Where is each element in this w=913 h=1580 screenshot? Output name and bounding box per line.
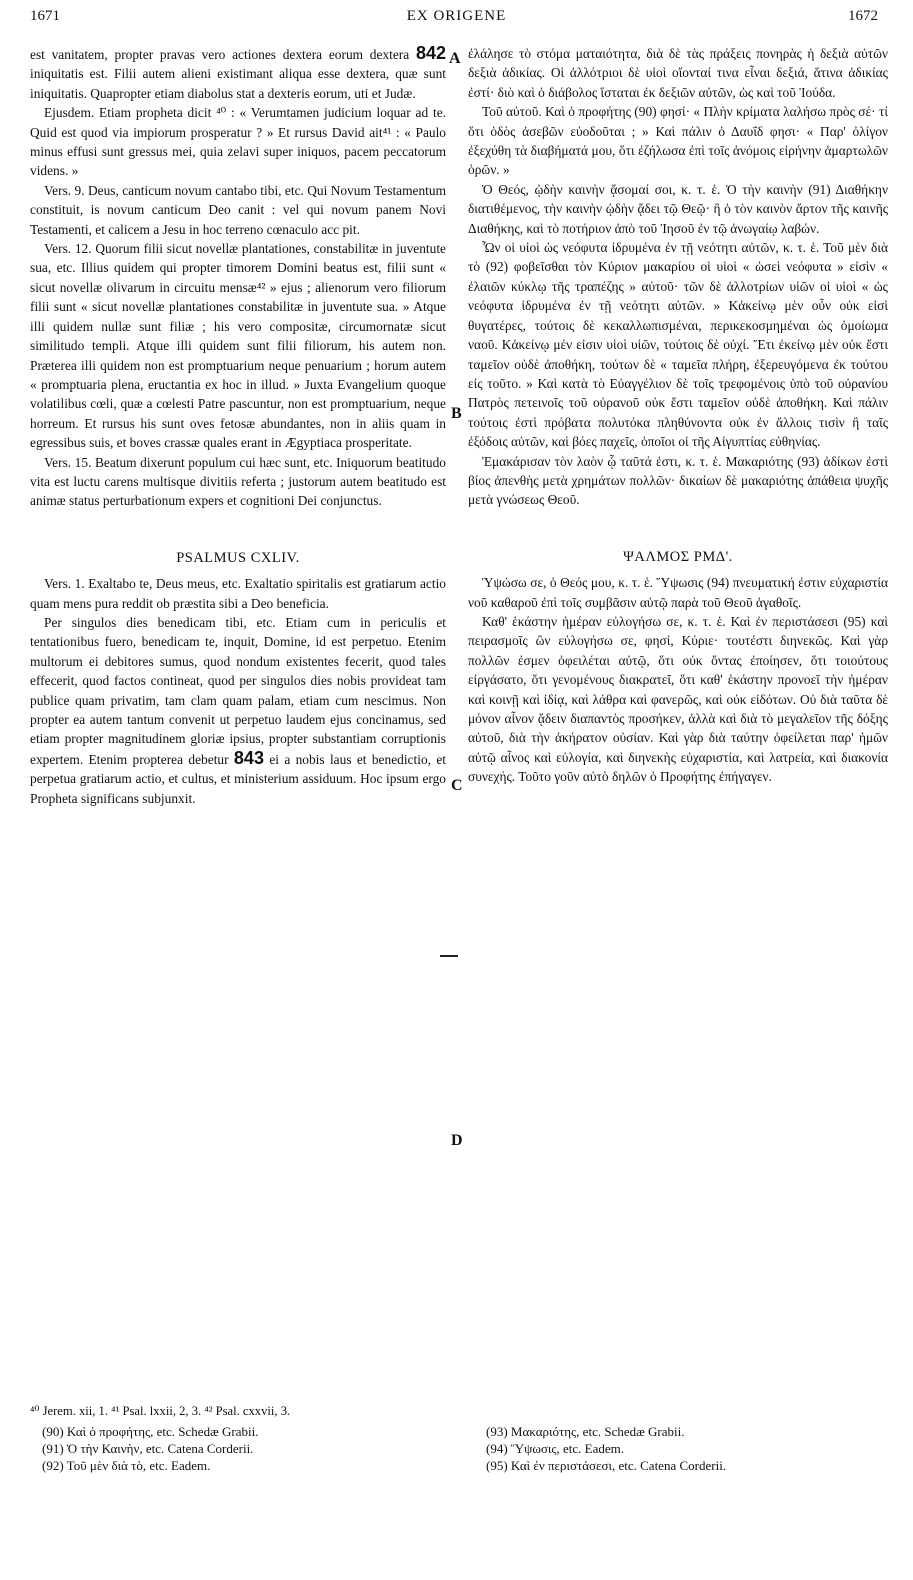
greek-paragraph: Τοῦ αὐτοῦ. Καὶ ὁ προφήτης (90) φησί· « Πλὴν κρίματα λαλήσω πρὸς σέ· τί ὅτι ὁδὸς ἀσεβῶν εὐοδοῦται ; » Καὶ πάλιν ὁ Δαυΐδ φησι· « Παρ' ὀλίγον ἐξεχύθη τὰ διαβήματά μου, ὅτι ἐζήλωσα ἐπὶ τοῖς ἀνόμοις εἰρήνην ἁμαρτωλῶν ὁρῶν. » <box>468 104 888 178</box>
latin-column <box>30 44 446 808</box>
greek-paragraph: Ὁ Θεός, ᾠδὴν καινὴν ᾄσομαί σοι, κ. τ. ἑ. Ὁ τὴν καινὴν (91) Διαθήκην διατιθέμενος, τὴν καινὴν ᾠδὴν ᾄδει τῷ Θεῷ· ἢ ὁ τὸν καινὸν ἄρτον τῆς καινῆς Διαθήκης, καὶ τὸ ποτήριον ἀπὸ τοῦ Ἰησοῦ ἐν τῷ ἀνωγαίῳ λαβών. <box>468 181 888 236</box>
latin-paragraph: Vers. 1. Exaltabo te, Deus meus, etc. Exaltatio spiritalis est gratiarum actio quam mens pura reddit ob præstita sibi a Deo beneficia. <box>30 576 446 611</box>
greek-column <box>468 44 888 787</box>
latin-paragraph: est vanitatem, propter pravas vero actiones dextera eorum dextera 842 iniquitatis est. Filii autem alieni existimant aliqua esse dextera, quæ sunt iniquitatis. Quapropter etiam diabolus stat a dexteris eorum, uti et Judæ. <box>30 43 447 101</box>
page-number-right: 1672 <box>848 8 878 24</box>
footnote: (92) Τοῦ μὲν διὰ τὸ, etc. Eadem. <box>42 1458 211 1473</box>
footnotes-right <box>486 1423 726 1474</box>
latin-paragraph: Vers. 9. Deus, canticum novum cantabo tibi, etc. Qui Novum Testamentum constituit, is novum canticum Deo canit : vel qui novum panem Novi Testamenti, et calicem a Jesu in hoc terreno cœnaculo acc pit. <box>30 182 446 237</box>
footnote: (91) Ὁ τὴν Καινὴν, etc. Catena Corderii. <box>42 1441 254 1456</box>
page-number-left: 1671 <box>30 8 60 24</box>
greek-paragraph: Καθ' ἑκάστην ἡμέραν εὐλογήσω σε, κ. τ. ἑ. Καὶ ἐν περιστάσεσι (95) καὶ πειρασμοῖς ὢν εὐλογήσω σε, φησί, Κύριε· τουτέστι διηνεκῶς. Καὶ γὰρ πολλῶν ἐσμεν ὀφειλέται αὐτῷ, ὅτι οὐκ ὄντας ἐποίησεν, ὅτι τοιούτους εἰργάσατο, ὅτι γενομένους διακρατεῖ, ὅτι καθ' ἑκάστην προνοεῖ τὴν ἡμέραν καὶ κοινῇ καὶ ἰδίᾳ, καὶ λάθρα καὶ φανερῶς, καὶ οὐκ εἰδότων. Οὐ διὰ ταῦτα δὲ μόνον αἶνον ᾄδειν διαπαντὸς προσήκεν, ἀλλὰ καὶ διὰ τὸ μεγαλεῖον τῆς δόξης αὐτοῦ, διὰ τὴν ἀκήρατον οὐσίαν. Καὶ γὰρ διὰ ταύτην ὀφείλεται παρ' ἡμῶν αὐτῷ αἶνος καὶ εὐλογία, καὶ διηνεκὴς εὐχαριστία, καὶ λατρεία, καὶ διακονία συνεχής. Τοῦτο γοῦν αὐτὸ δηλῶν ὁ Προφήτης ἐπήγαγεν. <box>468 613 888 785</box>
scripture-references: ⁴⁰ Jerem. xii, 1. ⁴¹ Psal. lxxii, 2, 3. ⁴² Psal. cxxvii, 3. <box>30 1404 291 1418</box>
latin-paragraph: Ejusdem. Etiam propheta dicit ⁴⁰ : « Verumtamen judicium loquar ad te. Quid est quod via impiorum prosperatur ? » Et rursus David ait⁴¹ : « Paulo minus effusi sunt gressus mei, quia zelavi super iniquos, pacem peccatorum videns. » <box>30 105 446 179</box>
column-number: 842 <box>415 43 447 63</box>
footnote: (93) Μακαριότης, etc. Schedæ Grabii. <box>486 1424 685 1439</box>
greek-paragraph: Ὧν οἱ υἱοὶ ὡς νεόφυτα ἱδρυμένα ἐν τῇ νεότητι αὐτῶν, κ. τ. ἑ. Τοῦ μὲν διὰ τὸ (92) φοβεῖσθαι τὸν Κύριον μακαρίου οἱ υἱοὶ « ὡσεὶ νεόφυτα » εἰσὶν « ἐλαιῶν κύκλῳ τῆς τραπέζης » αὐτοῦ· τῶν δὲ ἀλλοτρίων υἱῶν οἱ υἱοὶ « ὡς νεόφυτα ἱδρυμένα ἐν τῇ νεότητι αὐτῶν. » Κἀκείνῳ μὲν οὖν οὐκ εἰσὶ θυγατέρες, τούτοις δὲ κεκαλλωπισμέναι, περικεκοσμημέναι ὡς ὁμοίωμα ναοῦ. Κἀκείνῳ μέν εἰσιν υἱοὶ υἱῶν, τούτοις δὲ οὐχί. Ἔτι ἐκείνῳ μὲν οὐκ ἔστι ταμεῖον οὐδὲ ἀποθήκη, τούτων δὲ « ταμεῖα πλήρη, ἐξερευγόμενα ἐκ τούτου εἰς τοῦτο. » Καὶ κατὰ τὸ Εὐαγγέλιον δὲ τοῖς τρεφομένοις ὑπὸ τοῦ οὐρανίου Πατρὸς πετεινοῖς τοῦ οὐρανοῦ οὐκ ἔστι ταμεῖον οὐδὲ ἀποθήκη. Καὶ πάλιν τούτοις ἐστὶ πρόβατα πολυτόκα πληθύνοντα οὐκ ἐν ἄλλοις τισὶν ἢ ταῖς ἐξόδοις αὐτῶν, καὶ βόες παχεῖς, ὁποῖοι οἱ τῆς Αἰγυπτίας εὐθηνίας. <box>468 240 888 450</box>
latin-paragraph: Vers. 15. Beatum dixerunt populum cui hæc sunt, etc. Iniquorum beatitudo vita est luctu carens multisque divitiis referta ; justorum autem beatitudo est animæ status perturbationum expers et cognitioni Dei conjunctus. <box>30 454 446 509</box>
footnote: (90) Καὶ ὁ προφήτης, etc. Schedæ Grabii. <box>42 1424 259 1439</box>
greek-paragraph: Ὑψώσω σε, ὁ Θεός μου, κ. τ. ἑ. Ὕψωσις (94) πνευματική ἐστιν εὐχαριστία νοῦ καθαροῦ ἐπὶ τοῖς συμβᾶσιν αὐτῷ παρὰ τοῦ Θεοῦ ἀγαθοῖς. <box>468 575 888 610</box>
latin-paragraph: Per singulos dies benedicam tibi, etc. Etiam cum in periculis et tentationibus fuero, benedicam te, inquit, Domine, id est perpetuo. Etenim multorum ei debitores sumus, quod nondum existentes fecerit, quod tales effecerit, quod factos contineat, quod per singulos dies nobis provideat tam publice quam privatim, tam clam quam palam, etiam cum nescimus. Non propter ea autem tantum convenit ut perpetuo laudem ejus concinamus, sed etiam propter magnitudinem gloriæ ipsius, propter substantiam corruptionis expertem. Etenim propterea debetur 843 ei a nobis laus et benedictio, et perpetua gratiarum actio, et cultus, et ministerium assiduum. Hoc ipsum ergo Propheta significans subjunxit. <box>30 614 446 806</box>
footnote: (95) Καὶ ἐν περιστάσεσι, etc. Catena Corderii. <box>486 1458 727 1473</box>
footnote: (94) Ὕψωσις, etc. Eadem. <box>486 1441 625 1456</box>
footnotes-left <box>42 1423 258 1474</box>
column-number: 843 <box>233 747 264 768</box>
running-title: EX ORIGENE <box>406 8 507 24</box>
margin-letter-a: A <box>449 50 461 67</box>
psalm-heading-greek: ΨΑΛΜΟΣ ΡΜΔ'. <box>623 548 733 565</box>
psalm-heading-latin: PSALMUS CXLIV. <box>176 549 300 566</box>
latin-paragraph: Vers. 12. Quorum filii sicut novellæ plantationes, constabilitæ in juventute sua, etc. Illius quidem qui propter timorem Domini beatus est, filii sunt « sicut novellæ olivarum in circuitu mensæ⁴² » ejus ; alienorum vero filiorum filii sunt « sicut novellæ plantationes constabilitæ in juventute sua. » Atque illi quidem nullæ sunt filiæ ; his vero compositæ, circumornatæ sicut similitudo templi. Atque illi quidem sunt filii filiorum, his autem non. Præterea illi quidem non est promptuarium neque penuarium ; horum autem « promptuaria plena, eructantia ex hoc in illud. » Juxta Evangelium quoque volatilibus cœli, quæ a cœlesti Patre pascuntur, non est promptuarium, neque horreum. Et rursus his sunt oves fetosæ abundantes, non in aliis quam in egressibus suis, et boves crassæ quales erant in Ægyptiaca prosperitate. <box>30 241 446 451</box>
section-divider <box>440 955 458 957</box>
margin-letter-d: D <box>451 1132 463 1149</box>
greek-paragraph: ἐλάλησε τὸ στόμα ματαιότητα, διὰ δὲ τὰς πράξεις πονηρὰς ἡ δεξιὰ αὐτῶν δεξιὰ ἀδικίας. Οἱ ἀλλότριοι δὲ υἱοὶ οἴονταί τινα εἶναι δεξιά, ἅτινα ἀδικίας ἐστί· διὸ καὶ ὁ διάβολος ἵσταται ἐκ δεξιῶν αὐτῶν, ὡς καὶ τοῦ Ἰούδα. <box>468 46 888 100</box>
margin-letter-b: B <box>451 405 462 422</box>
margin-letter-c: C <box>451 777 463 794</box>
greek-paragraph: Ἐμακάρισαν τὸν λαὸν ᾧ ταῦτά ἐστι, κ. τ. ἑ. Μακαριότης (93) ἀδίκων ἐστὶ βίος ἀπενθὴς μετὰ χρημάτων πολλῶν· δικαίων δὲ μακαριότης ἀπάθεια ψυχῆς μετὰ γνώσεως Θεοῦ. <box>468 453 888 508</box>
page-header <box>0 8 913 30</box>
